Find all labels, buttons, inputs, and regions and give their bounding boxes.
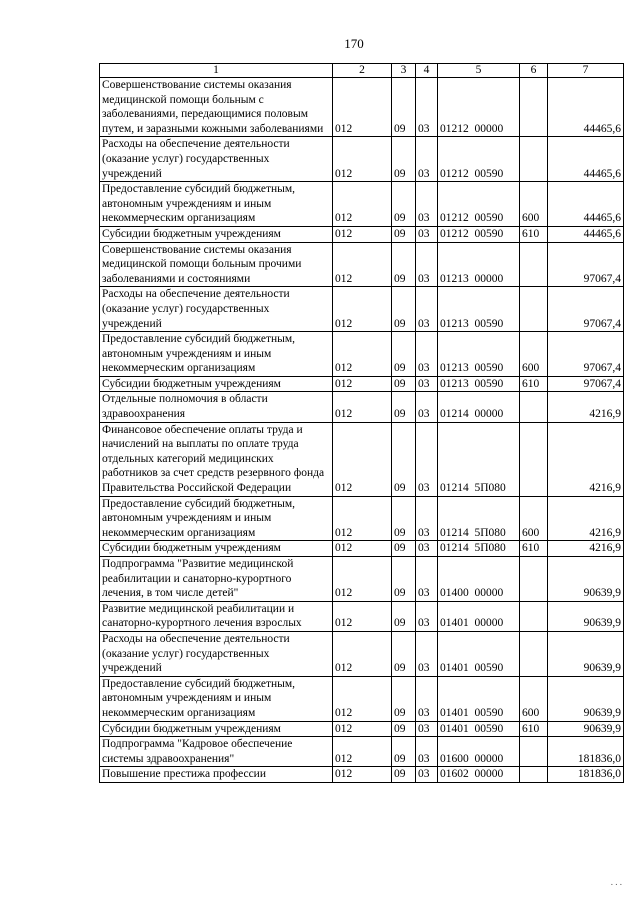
code-cell <box>520 242 548 287</box>
amount-cell: 90639,9 <box>548 721 624 737</box>
code-cell: 610 <box>520 226 548 242</box>
row-name-cell: Предоставление субсидий бюджетным, автономным учреждениям и иным некоммерческим организациям <box>100 182 333 227</box>
row-name-cell: Отдельные полномочия в области здравоохранения <box>100 392 333 422</box>
code-cell: 01600 00000 <box>438 737 520 767</box>
code-cell: 09 <box>392 496 416 541</box>
code-cell <box>520 631 548 676</box>
table-row <box>100 541 624 557</box>
code-cell: 09 <box>392 182 416 227</box>
table-row <box>100 182 624 227</box>
row-name-cell: Предоставление субсидий бюджетным, автономным учреждениям и иным некоммерческим организациям <box>100 676 333 721</box>
header-row <box>100 64 624 78</box>
code-cell: 600 <box>520 332 548 377</box>
page-number: 170 <box>344 36 364 51</box>
code-cell: 01213 00590 <box>438 287 520 332</box>
row-name-cell: Расходы на обеспечение деятельности (оказание услуг) государственных учреждений <box>100 631 333 676</box>
amount-cell: 4216,9 <box>548 496 624 541</box>
code-cell: 09 <box>392 721 416 737</box>
table-row <box>100 557 624 602</box>
table-row <box>100 332 624 377</box>
code-cell: 03 <box>416 226 438 242</box>
code-cell: 09 <box>392 631 416 676</box>
table-row <box>100 676 624 721</box>
code-cell: 610 <box>520 376 548 392</box>
code-cell: 600 <box>520 182 548 227</box>
code-cell: 03 <box>416 721 438 737</box>
code-cell <box>520 737 548 767</box>
code-cell: 03 <box>416 392 438 422</box>
code-cell: 012 <box>333 137 392 182</box>
code-cell: 012 <box>333 332 392 377</box>
table-row <box>100 496 624 541</box>
table-row <box>100 287 624 332</box>
code-cell: 09 <box>392 376 416 392</box>
header-cell: 3 <box>392 64 416 78</box>
code-cell: 012 <box>333 631 392 676</box>
amount-cell: 44465,6 <box>548 137 624 182</box>
amount-cell: 90639,9 <box>548 601 624 631</box>
amount-cell: 44465,6 <box>548 226 624 242</box>
code-cell: 012 <box>333 422 392 496</box>
code-cell: 09 <box>392 557 416 602</box>
code-cell: 012 <box>333 182 392 227</box>
table-row <box>100 601 624 631</box>
code-cell: 01214 00000 <box>438 392 520 422</box>
row-name-cell: Совершенствование системы оказания медицинской помощи больным с заболеваниями, передающимися половым путем, и заразными кожными заболеваниями <box>100 78 333 137</box>
row-name-cell: Расходы на обеспечение деятельности (оказание услуг) государственных учреждений <box>100 287 333 332</box>
code-cell: 03 <box>416 332 438 377</box>
code-cell: 012 <box>333 541 392 557</box>
row-name-cell: Развитие медицинской реабилитации и санаторно-курортного лечения взрослых <box>100 601 333 631</box>
row-name-cell: Субсидии бюджетным учреждениям <box>100 376 333 392</box>
code-cell: 012 <box>333 737 392 767</box>
header-cell: 1 <box>100 64 333 78</box>
code-cell: 01400 00000 <box>438 557 520 602</box>
code-cell: 012 <box>333 392 392 422</box>
code-cell: 012 <box>333 496 392 541</box>
code-cell: 03 <box>416 376 438 392</box>
code-cell: 01212 00590 <box>438 226 520 242</box>
code-cell: 03 <box>416 541 438 557</box>
code-cell: 610 <box>520 721 548 737</box>
table-row <box>100 737 624 767</box>
code-cell: 09 <box>392 767 416 783</box>
header-cell: 7 <box>548 64 624 78</box>
code-cell: 01214 5П080 <box>438 422 520 496</box>
code-cell: 09 <box>392 737 416 767</box>
code-cell: 03 <box>416 767 438 783</box>
code-cell <box>520 422 548 496</box>
code-cell: 012 <box>333 376 392 392</box>
amount-cell: 90639,9 <box>548 557 624 602</box>
code-cell: 03 <box>416 242 438 287</box>
code-cell: 09 <box>392 78 416 137</box>
amount-cell: 90639,9 <box>548 631 624 676</box>
code-cell: 03 <box>416 737 438 767</box>
amount-cell: 97067,4 <box>548 332 624 377</box>
code-cell: 01212 00590 <box>438 182 520 227</box>
code-cell: 03 <box>416 601 438 631</box>
row-name-cell: Финансовое обеспечение оплаты труда и начислений на выплаты по оплате труда отдельных категорий медицинских работников за счет средств резервного фонда Правительства Российской Федерации <box>100 422 333 496</box>
table-row <box>100 392 624 422</box>
code-cell: 01401 00590 <box>438 721 520 737</box>
row-name-cell: Повышение престижа профессии <box>100 767 333 783</box>
code-cell: 012 <box>333 287 392 332</box>
row-name-cell: Субсидии бюджетным учреждениям <box>100 721 333 737</box>
code-cell: 012 <box>333 78 392 137</box>
code-cell <box>520 767 548 783</box>
amount-cell: 44465,6 <box>548 182 624 227</box>
code-cell: 09 <box>392 287 416 332</box>
code-cell: 03 <box>416 137 438 182</box>
code-cell: 03 <box>416 78 438 137</box>
header-cell: 6 <box>520 64 548 78</box>
table-row <box>100 422 624 496</box>
row-name-cell: Субсидии бюджетным учреждениям <box>100 226 333 242</box>
code-cell: 01401 00590 <box>438 676 520 721</box>
table-row <box>100 137 624 182</box>
table-row <box>100 242 624 287</box>
amount-cell: 44465,6 <box>548 78 624 137</box>
amount-cell: 97067,4 <box>548 242 624 287</box>
code-cell <box>520 287 548 332</box>
header-cell: 2 <box>333 64 392 78</box>
code-cell: 012 <box>333 226 392 242</box>
code-cell: 09 <box>392 676 416 721</box>
code-cell: 03 <box>416 287 438 332</box>
code-cell: 09 <box>392 332 416 377</box>
row-name-cell: Подпрограмма "Кадровое обеспечение системы здравоохранения" <box>100 737 333 767</box>
amount-cell: 181836,0 <box>548 737 624 767</box>
code-cell: 01213 00590 <box>438 376 520 392</box>
code-cell <box>520 78 548 137</box>
code-cell: 03 <box>416 631 438 676</box>
code-cell: 01214 5П080 <box>438 496 520 541</box>
table-row <box>100 767 624 783</box>
amount-cell: 4216,9 <box>548 392 624 422</box>
amount-cell: 4216,9 <box>548 422 624 496</box>
code-cell: 03 <box>416 557 438 602</box>
code-cell: 012 <box>333 767 392 783</box>
code-cell: 01213 00590 <box>438 332 520 377</box>
code-cell <box>520 601 548 631</box>
code-cell <box>520 557 548 602</box>
code-cell <box>520 137 548 182</box>
row-name-cell: Предоставление субсидий бюджетным, автономным учреждениям и иным некоммерческим организациям <box>100 496 333 541</box>
header-cell: 4 <box>416 64 438 78</box>
code-cell: 03 <box>416 182 438 227</box>
amount-cell: 97067,4 <box>548 287 624 332</box>
code-cell: 01401 00590 <box>438 631 520 676</box>
code-cell: 01602 00000 <box>438 767 520 783</box>
code-cell: 012 <box>333 721 392 737</box>
code-cell: 01212 00000 <box>438 78 520 137</box>
table-row <box>100 376 624 392</box>
budget-table <box>99 63 624 783</box>
code-cell <box>520 392 548 422</box>
row-name-cell: Предоставление субсидий бюджетным, автономным учреждениям и иным некоммерческим организациям <box>100 332 333 377</box>
amount-cell: 97067,4 <box>548 376 624 392</box>
amount-cell: 4216,9 <box>548 541 624 557</box>
code-cell: 03 <box>416 496 438 541</box>
code-cell: 09 <box>392 422 416 496</box>
code-cell: 03 <box>416 422 438 496</box>
code-cell: 01401 00000 <box>438 601 520 631</box>
row-name-cell: Субсидии бюджетным учреждениям <box>100 541 333 557</box>
code-cell: 600 <box>520 496 548 541</box>
table-row <box>100 226 624 242</box>
code-cell: 012 <box>333 601 392 631</box>
code-cell: 01214 5П080 <box>438 541 520 557</box>
table-row <box>100 631 624 676</box>
amount-cell: 90639,9 <box>548 676 624 721</box>
code-cell: 09 <box>392 541 416 557</box>
scan-mark: . . . <box>610 877 622 887</box>
code-cell: 09 <box>392 242 416 287</box>
code-cell: 012 <box>333 676 392 721</box>
code-cell: 610 <box>520 541 548 557</box>
code-cell: 01213 00000 <box>438 242 520 287</box>
table-row <box>100 721 624 737</box>
code-cell: 09 <box>392 226 416 242</box>
code-cell: 09 <box>392 601 416 631</box>
row-name-cell: Подпрограмма "Развитие медицинской реабилитации и санаторно-курортного лечения, в том числе детей" <box>100 557 333 602</box>
code-cell: 012 <box>333 242 392 287</box>
code-cell: 09 <box>392 137 416 182</box>
code-cell: 09 <box>392 392 416 422</box>
code-cell: 01212 00590 <box>438 137 520 182</box>
code-cell: 012 <box>333 557 392 602</box>
code-cell: 03 <box>416 676 438 721</box>
amount-cell: 181836,0 <box>548 767 624 783</box>
header-cell: 5 <box>438 64 520 78</box>
row-name-cell: Расходы на обеспечение деятельности (оказание услуг) государственных учреждений <box>100 137 333 182</box>
row-name-cell: Совершенствование системы оказания медицинской помощи больным прочими заболеваниями и состояниями <box>100 242 333 287</box>
table-row <box>100 78 624 137</box>
code-cell: 600 <box>520 676 548 721</box>
